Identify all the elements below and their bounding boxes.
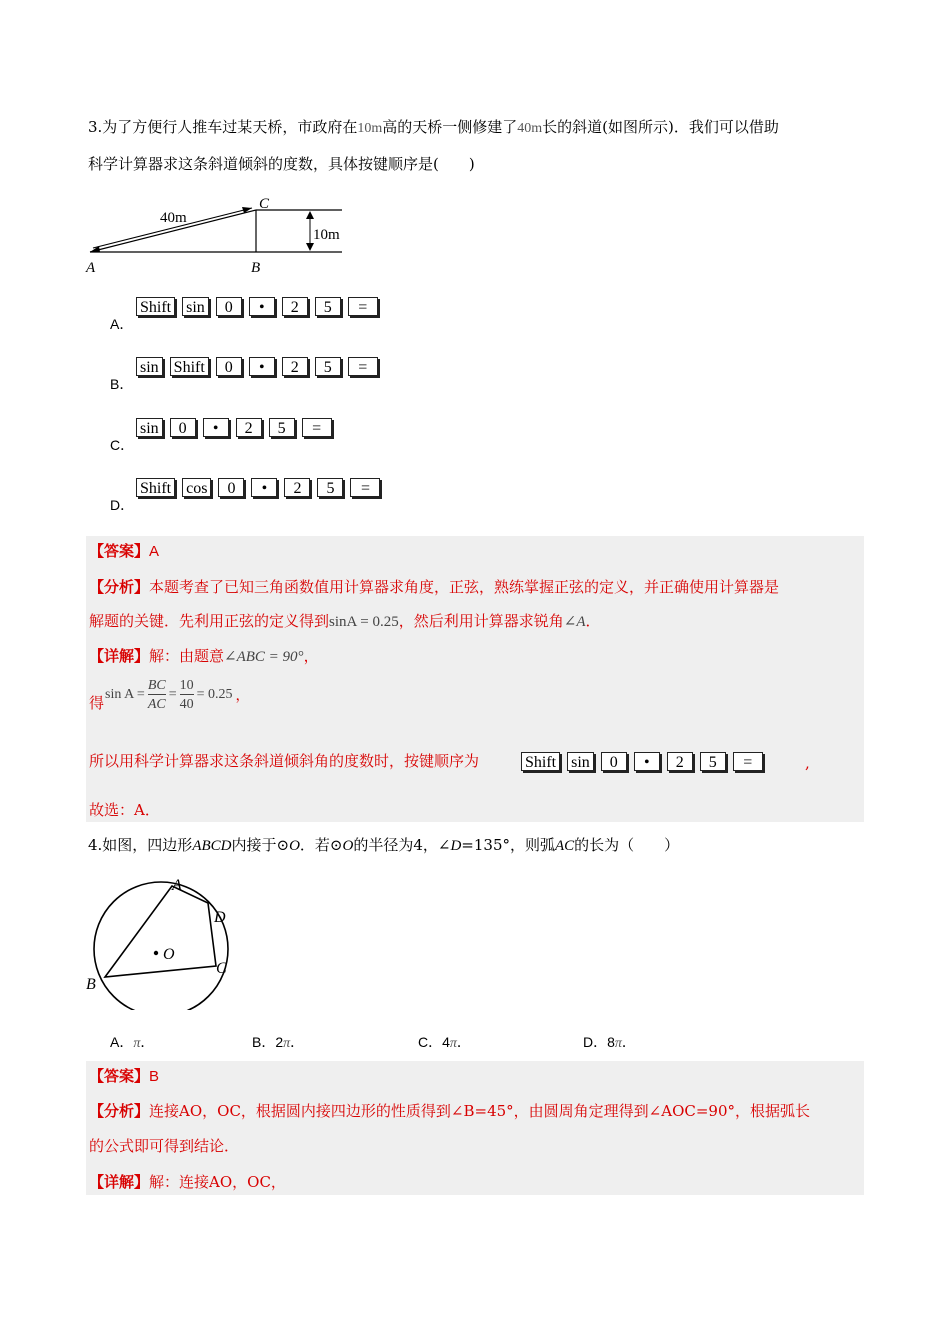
q3-answer-row: 【答案】A xyxy=(89,542,160,560)
key: = xyxy=(733,752,763,771)
label-a: A xyxy=(172,877,182,894)
key: sin xyxy=(567,752,594,771)
label-o: O xyxy=(163,946,175,963)
key: cos xyxy=(182,478,211,497)
key: • xyxy=(251,478,277,497)
key: 5 xyxy=(269,418,295,437)
q3-stem-line2: 科学计算器求这条斜道倾斜的度数，具体按键顺序是( ) xyxy=(88,155,475,173)
height-arrow-up-icon xyxy=(306,211,314,219)
q3-detail-line1: 【详解】解：由题意∠ABC = 90°， xyxy=(89,647,319,665)
key: 0 xyxy=(170,418,196,437)
q3-stem-line1: 3.为了方便行人推车过某天桥，市政府在10m高的天桥一侧修建了40m长的斜道(如图所示)．我们可以借助 xyxy=(88,118,779,136)
answer-keys xyxy=(521,752,763,771)
option-a-keys[interactable] xyxy=(136,297,378,316)
slope-label: 40m xyxy=(160,210,187,226)
key: = xyxy=(348,297,378,316)
q3-detail-line3: 所以用科学计算器求这条斜道倾斜角的度数时，按键顺序为 xyxy=(89,752,480,770)
q4-choice-c[interactable]: C．4π． xyxy=(418,1034,471,1051)
key: 0 xyxy=(216,357,242,376)
q4-choice-b[interactable]: B．2π． xyxy=(252,1034,305,1051)
q3-detail-line2: 得 xyxy=(89,694,105,712)
q4-analysis-line2: 的公式即可得到结论． xyxy=(89,1137,240,1155)
q3-analysis-line1: 【分析】本题考查了已知三角函数值用计算器求角度，正弦，熟练掌握正弦的定义，并正确使用计算器是 xyxy=(89,578,780,596)
ramp-figure xyxy=(80,190,360,280)
key: Shift xyxy=(136,478,175,497)
option-d-letter: D． xyxy=(110,497,135,513)
key: • xyxy=(203,418,229,437)
key: • xyxy=(249,297,275,316)
sin-fraction-formula: sin A = $\frac{BC}{AC}$ = $\frac{10}{40}$ = 0.25 ， xyxy=(105,678,250,712)
q4-solution-block xyxy=(86,1061,864,1195)
key: 0 xyxy=(601,752,627,771)
q4-analysis-line1: 【分析】连接AO，OC，根据圆内接四边形的性质得到∠B=45°，由圆周角定理得到∠AOC=90°，根据弧长 xyxy=(89,1102,811,1120)
quadrilateral-abcd xyxy=(105,886,216,977)
key: • xyxy=(249,357,275,376)
key: • xyxy=(634,752,660,771)
slope-arrow-tail-icon xyxy=(90,246,100,252)
key: 2 xyxy=(282,297,308,316)
option-b-keys[interactable] xyxy=(136,357,378,376)
q4-detail-line1: 【详解】解：连接AO，OC， xyxy=(89,1173,286,1191)
key: = xyxy=(302,418,332,437)
q4-choice-d[interactable]: D．8π． xyxy=(583,1034,636,1051)
q3-solution-block xyxy=(86,536,864,822)
label-d: D xyxy=(214,909,226,926)
key: 5 xyxy=(700,752,726,771)
q4-stem: 4.如图，四边形ABCD内接于⊙O．若⊙O的半径为4，∠D=135°，则弧AC的长为（ ） xyxy=(88,836,680,854)
q4-answer-row: 【答案】B xyxy=(89,1067,160,1085)
option-d-keys[interactable] xyxy=(136,478,380,497)
key: sin xyxy=(136,357,163,376)
key: Shift xyxy=(170,357,209,376)
label-c: C xyxy=(216,960,227,977)
key: 2 xyxy=(284,478,310,497)
key: = xyxy=(350,478,380,497)
q3-detail-line3-end: , xyxy=(805,754,810,772)
key: 0 xyxy=(218,478,244,497)
option-c-keys[interactable] xyxy=(136,418,332,437)
key: 5 xyxy=(315,357,341,376)
q3-analysis-line2: 解题的关键．先利用正弦的定义得到sinA = 0.25，然后利用计算器求锐角∠A． xyxy=(89,612,601,630)
label-b: B xyxy=(86,976,96,993)
key: sin xyxy=(182,297,209,316)
height-arrow-down-icon xyxy=(306,243,314,251)
key: 2 xyxy=(282,357,308,376)
circle-figure xyxy=(80,870,250,1010)
height-label: 10m xyxy=(313,227,340,243)
key: 5 xyxy=(317,478,343,497)
point-c-label: C xyxy=(259,196,270,212)
key: 2 xyxy=(236,418,262,437)
key: Shift xyxy=(136,297,175,316)
point-a-label: A xyxy=(86,260,96,276)
key: Shift xyxy=(521,752,560,771)
option-a-letter: A． xyxy=(110,316,134,332)
option-b-letter: B． xyxy=(110,376,134,392)
key: = xyxy=(348,357,378,376)
center-point xyxy=(154,951,158,955)
q4-choice-a[interactable]: A．π． xyxy=(110,1034,155,1051)
key: 5 xyxy=(315,297,341,316)
point-b-label: B xyxy=(251,260,261,276)
q3-conclusion: 故选：A． xyxy=(89,801,160,819)
option-c-letter: C． xyxy=(110,437,135,453)
key: 2 xyxy=(667,752,693,771)
key: sin xyxy=(136,418,163,437)
key: 0 xyxy=(216,297,242,316)
